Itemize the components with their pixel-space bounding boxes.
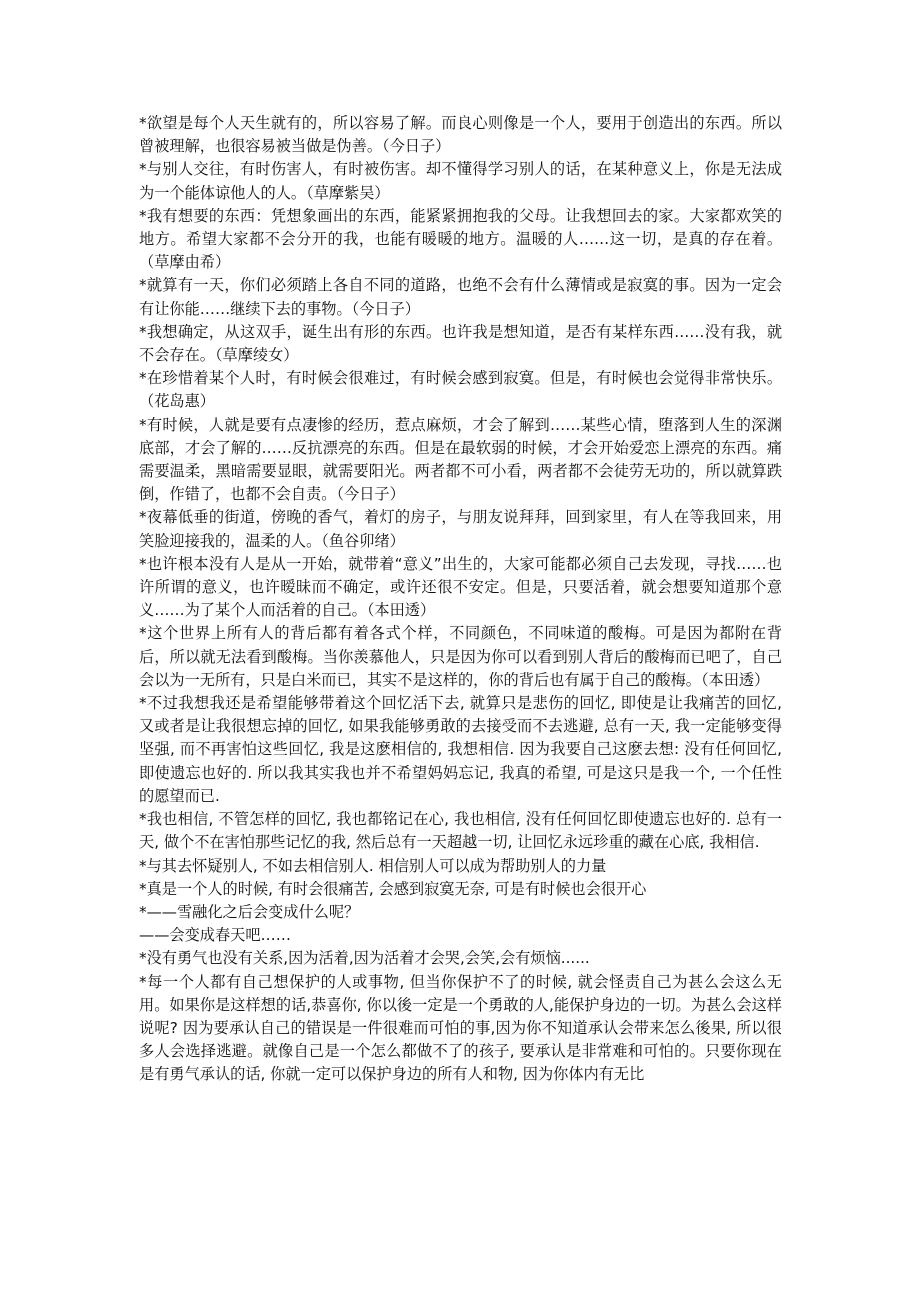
quote-paragraph-16: ——会变成春天吧…… bbox=[139, 926, 291, 945]
quote-paragraph-18: *每一个人都有自己想保护的人或事物, 但当你保护不了的时候, 就会怪责自己为甚么会这么无用。如果你是这样想的话,恭喜你, 你以後一定是一个勇敢的人,能保护身边的一切。为甚么会这样说呢? 因为要承认自己的错误是一件很难而可怕的事,因为你不知道承认会带来怎么後果, 所以很多人会选择逃避。就像自己是一个怎么都做不了的孩子, 要承认是非常难和可怕的。只要你现在是有勇气承认的话, 你就一定可以保护身边的所有人和物, 因为你体内有无比 bbox=[139, 972, 782, 1084]
quote-paragraph-12: *我也相信, 不管怎样的回忆, 我也都铭记在心, 我也相信, 没有任何回忆即使遗忘也好的. 总有一天, 做个不在害怕那些记忆的我, 然后总有一天超越一切, 让回忆永远珍重的藏在心底, 我相信. bbox=[139, 810, 782, 852]
quote-paragraph-10: *这个世界上所有人的背后都有着各式个样，不同颜色，不同味道的酸梅。可是因为都附在背后，所以就无法看到酸梅。当你羡慕他人，只是因为你可以看到别人背后的酸梅而已吧了，自己会以为一无所有，只是白米而已，其实不是这样的，你的背后也有属于自己的酸梅。（本田透） bbox=[139, 624, 782, 689]
quote-paragraph-17: *没有勇气也没有关系,因为活着,因为活着才会哭,会笑,会有烦恼...... bbox=[139, 949, 590, 968]
quote-paragraph-5: *我想确定，从这双手，诞生出有形的东西。也许我是想知道，是否有某样东西……没有我，就不会存在。（草摩绫女） bbox=[139, 322, 782, 365]
quote-paragraph-2: *与别人交往，有时伤害人，有时被伤害。却不懂得学习别人的话，在某种意义上，你是无法成为一个能体谅他人的人。（草摩紫吴） bbox=[139, 160, 782, 202]
document-body bbox=[139, 112, 782, 1087]
quote-paragraph-7: *有时候，人就是要有点凄惨的经历，惹点麻烦，才会了解到……某些心情，堕落到人生的深渊底部，才会了解的……反抗漂亮的东西。但是在最软弱的时候，才会开始爱恋上漂亮的东西。痛需要温柔，黑暗需要显眼，就需要阳光。两者都不可小看，两者都不会徒劳无功的，所以就算跌倒，作错了，也都不会自责。（今日子） bbox=[139, 415, 782, 504]
quote-paragraph-9: *也许根本没有人是从一开始，就带着“意义”出生的，大家可能都必须自己去发现，寻找……也许所谓的意义，也许暧昧而不确定，或许还很不安定。但是，只要活着，就会想要知道那个意义……为了某个人而活着的自己。（本田透） bbox=[139, 554, 782, 620]
quote-paragraph-15: *——雪融化之后会变成什么呢？ bbox=[139, 902, 360, 921]
quote-paragraph-13: *与其去怀疑别人, 不如去相信别人. 相信别人可以成为帮助别人的力量 bbox=[139, 856, 607, 875]
quote-paragraph-4: *就算有一天，你们必须踏上各自不同的道路，也绝不会有什么薄情或是寂寞的事。因为一定会有让你能……继续下去的事物。（今日子） bbox=[139, 276, 782, 318]
quote-paragraph-11: *不过我想我还是希望能够带着这个回忆活下去, 就算只是悲伤的回忆, 即使是让我痛苦的回忆, 又或者是让我很想忘掉的回忆, 如果我能够勇敢的去接受而不去逃避, 总有一天, 我一定能够变得坚强, 而不再害怕这些回忆, 我是这麽相信的, 我想相信. 因为我要自己这麽去想: 没有任何回忆, 即使遗忘也好的. 所以我其实我也并不希望妈妈忘记, 我真的希望, 可是这只是我一个, 一个任性的愿望而已. bbox=[139, 694, 782, 805]
quote-paragraph-6: *在珍惜着某个人时，有时候会很难过，有时候会感到寂寞。但是，有时候也会觉得非常快乐。（花岛惠） bbox=[139, 369, 782, 411]
quote-paragraph-14: *真是一个人的时候, 有时会很痛苦, 会感到寂寞无奈, 可是有时候也会很开心 bbox=[139, 879, 647, 898]
quote-paragraph-1: *欲望是每个人天生就有的，所以容易了解。而良心则像是一个人，要用于创造出的东西。所以曾被理解，也很容易被当做是伪善。（今日子） bbox=[139, 114, 782, 156]
quote-paragraph-3: *我有想要的东西：凭想象画出的东西，能紧紧拥抱我的父母。让我想回去的家。大家都欢笑的地方。希望大家都不会分开的我，也能有暖暖的地方。温暖的人……这一切，是真的存在着。（草摩由希） bbox=[139, 206, 782, 272]
quote-paragraph-8: *夜幕低垂的街道，傍晚的香气，着灯的房子，与朋友说拜拜，回到家里，有人在等我回来，用笑脸迎接我的，温柔的人。（鱼谷卯绪） bbox=[139, 508, 782, 550]
